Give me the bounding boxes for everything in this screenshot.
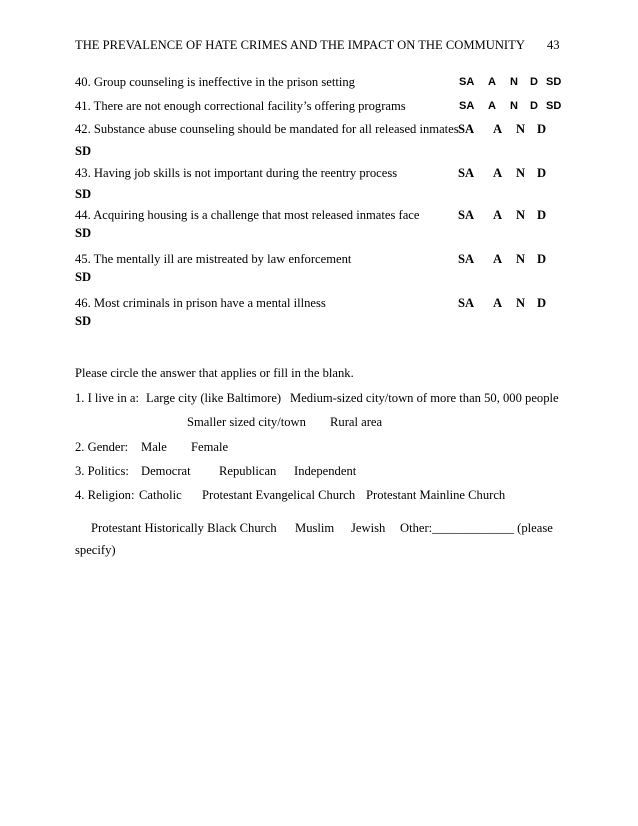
option-a[interactable]: A — [488, 76, 496, 88]
option-male[interactable]: Male — [141, 440, 167, 454]
option-a[interactable]: A — [493, 122, 503, 136]
option-sa[interactable]: SA — [458, 166, 475, 180]
question-text: 45. The mentally ill are mistreated by law enforcement — [75, 252, 352, 266]
option-a[interactable]: A — [493, 252, 503, 266]
question-text: 43. Having job skills is not important during the reentry process — [75, 166, 398, 180]
option-n[interactable]: N — [516, 208, 526, 222]
option-d[interactable]: D — [537, 166, 547, 180]
option-sd[interactable]: SD — [75, 226, 92, 240]
option-d[interactable]: D — [537, 252, 547, 266]
option-rural-area[interactable]: Rural area — [330, 415, 383, 429]
option-n[interactable]: N — [516, 296, 526, 310]
question-text: 41. There are not enough correctional facility’s offering programs — [75, 99, 406, 113]
question-text: 44. Acquiring housing is a challenge that most released inmates face — [75, 208, 420, 222]
option-large-city[interactable]: Large city (like Baltimore) — [146, 391, 282, 405]
option-n[interactable]: N — [516, 166, 526, 180]
option-a[interactable]: A — [493, 208, 503, 222]
option-jewish[interactable]: Jewish — [351, 521, 386, 535]
option-republican[interactable]: Republican — [219, 464, 277, 478]
option-sa[interactable]: SA — [458, 296, 475, 310]
option-sa[interactable]: SA — [459, 100, 475, 112]
option-protestant-evangelical[interactable]: Protestant Evangelical Church — [202, 488, 356, 502]
option-a[interactable]: A — [493, 296, 503, 310]
option-other-fill-in[interactable]: Other:_____________ (please — [400, 521, 553, 535]
option-sd[interactable]: SD — [75, 314, 92, 328]
option-protestant-historically-black[interactable]: Protestant Historically Black Church — [91, 521, 277, 535]
option-medium-city[interactable]: Medium-sized city/town of more than 50, 000 people — [290, 391, 559, 405]
option-d[interactable]: D — [537, 296, 547, 310]
option-independent[interactable]: Independent — [294, 464, 357, 478]
running-header: THE PREVALENCE OF HATE CRIMES AND THE IMPACT ON THE COMMUNITY — [75, 38, 525, 52]
question-text: 46. Most criminals in prison have a mental illness — [75, 296, 326, 310]
option-protestant-mainline[interactable]: Protestant Mainline Church — [366, 488, 506, 502]
option-d[interactable]: D — [537, 208, 547, 222]
option-n[interactable]: N — [510, 76, 518, 88]
option-muslim[interactable]: Muslim — [295, 521, 335, 535]
option-sa[interactable]: SA — [459, 76, 475, 88]
option-other-specify: specify) — [75, 543, 116, 557]
option-smaller-city[interactable]: Smaller sized city/town — [187, 415, 306, 429]
page-number: 43 — [547, 38, 560, 52]
option-d[interactable]: D — [537, 122, 547, 136]
option-a[interactable]: A — [493, 166, 503, 180]
option-sa[interactable]: SA — [458, 208, 475, 222]
question-label: 4. Religion: — [75, 488, 135, 502]
instruction-text: Please circle the answer that applies or fill in the blank. — [75, 366, 354, 380]
option-sd[interactable]: SD — [546, 100, 562, 112]
option-sd[interactable]: SD — [75, 270, 92, 284]
option-sd[interactable]: SD — [546, 76, 562, 88]
option-sd[interactable]: SD — [75, 144, 92, 158]
option-sa[interactable]: SA — [458, 122, 475, 136]
option-catholic[interactable]: Catholic — [139, 488, 182, 502]
option-n[interactable]: N — [516, 252, 526, 266]
option-a[interactable]: A — [488, 100, 496, 112]
question-text: 42. Substance abuse counseling should be mandated for all released inmates — [75, 122, 459, 136]
option-n[interactable]: N — [516, 122, 526, 136]
option-sd[interactable]: SD — [75, 187, 92, 201]
question-text: 40. Group counseling is ineffective in the prison setting — [75, 75, 355, 89]
question-label: 2. Gender: — [75, 440, 129, 454]
option-d[interactable]: D — [530, 100, 538, 112]
option-democrat[interactable]: Democrat — [141, 464, 191, 478]
question-label: 1. I live in a: — [75, 391, 140, 405]
question-label: 3. Politics: — [75, 464, 129, 478]
option-n[interactable]: N — [510, 100, 518, 112]
option-d[interactable]: D — [530, 76, 538, 88]
option-female[interactable]: Female — [191, 440, 229, 454]
option-sa[interactable]: SA — [458, 252, 475, 266]
